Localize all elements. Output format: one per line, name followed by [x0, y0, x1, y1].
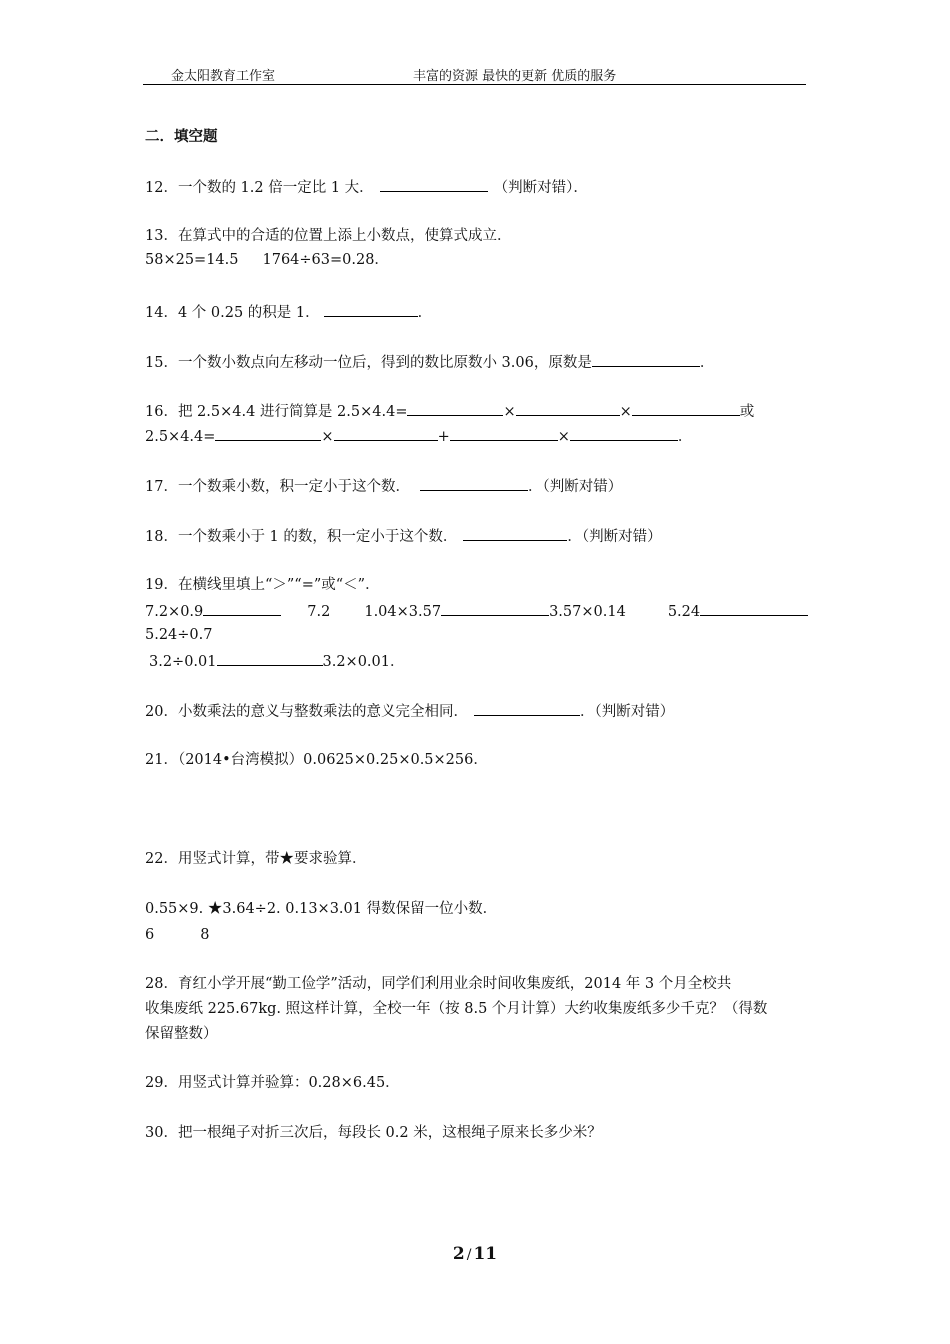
- q12-text: 12．一个数的 1.2 倍一定比 1 大．: [145, 180, 374, 196]
- q15-answer-blank[interactable]: [592, 352, 700, 367]
- q18-suffix: ．（判断对错）: [567, 529, 662, 545]
- q12-suffix: （判断对错）．: [493, 180, 588, 196]
- page-current: 2: [452, 1244, 465, 1264]
- page-header: [143, 64, 806, 85]
- q19-d-blank[interactable]: [217, 651, 323, 666]
- question-22: 22．用竖式计算，带★要求验算．: [145, 851, 367, 867]
- q16-times-2: ×: [619, 404, 632, 420]
- question-30: 30．把一根绳子对折三次后，每段长 0.2 米，这根绳子原来长多少米？: [145, 1125, 602, 1141]
- q15-suffix: ．: [699, 355, 715, 371]
- q19-d-left: 3.2÷0.01: [149, 654, 217, 670]
- q16-blank-7[interactable]: [570, 426, 678, 441]
- q19-b-blank[interactable]: [441, 601, 549, 616]
- q19-c-left: 5.24: [667, 604, 701, 620]
- q16-prefix-2: 2.5×4.4=: [145, 429, 216, 445]
- q16-times-1: ×: [503, 404, 516, 420]
- page-number: [0, 1244, 950, 1264]
- q16-times-4: ×: [557, 429, 570, 445]
- question-21: 21．（2014•台湾模拟）0.0625×0.25×0.5×256．: [145, 752, 488, 768]
- header-left-text: 金太阳教育工作室: [171, 69, 276, 84]
- q17-suffix: ．（判断对错）: [527, 479, 623, 495]
- q19-row-2: 5.24÷0.7: [145, 627, 213, 643]
- q13-expr-2: 1764÷63=0.28．: [262, 252, 389, 268]
- question-16-line-1: [145, 401, 754, 421]
- q19-row-3: [145, 651, 405, 671]
- question-15: [145, 352, 714, 372]
- q16-blank-5[interactable]: [334, 426, 438, 441]
- q14-suffix: ．: [417, 305, 433, 321]
- q16-or: 或: [739, 404, 755, 420]
- q19-d-right: 3.2×0.01．: [322, 654, 405, 670]
- question-28-line-1: 28．育红小学开展“勤工俭学”活动，同学们利用业余时间收集废纸，2014 年 3 个月全校共: [145, 976, 732, 992]
- q13-expr-1: 58×25=14.5: [145, 252, 239, 268]
- q16-end: ．: [677, 429, 693, 445]
- q22-problems: 0.55×9. ★3.64÷2. 0.13×3.01 得数保留一位小数．: [145, 901, 498, 917]
- q19-row-1: [145, 601, 808, 621]
- q19-b-right: 3.57×0.14: [549, 604, 626, 620]
- q14-answer-blank[interactable]: [324, 302, 418, 317]
- q16-prefix-1: 16．把 2.5×4.4 进行简算是 2.5×4.4=: [145, 404, 408, 420]
- q17-text: 17．一个数乘小数，积一定小于这个数．: [145, 479, 410, 495]
- question-12: [145, 177, 588, 197]
- q20-text: 20．小数乘法的意义与整数乘法的意义完全相同．: [145, 704, 468, 720]
- question-19: 19．在横线里填上“＞”“=”或“＜”．: [145, 577, 380, 593]
- section-title: 二．填空题: [145, 128, 218, 145]
- q18-text: 18．一个数乘小于 1 的数，积一定小于这个数．: [145, 529, 458, 545]
- q19-b-left: 1.04×3.57: [364, 604, 442, 620]
- q22-sub-1: 6: [145, 927, 155, 943]
- q14-text: 14．4 个 0.25 的积是 1．: [145, 305, 320, 321]
- q18-answer-blank[interactable]: [463, 526, 567, 541]
- question-16-line-2: [145, 426, 692, 446]
- question-20: [145, 701, 674, 721]
- question-28-line-3: 保留整数）: [145, 1026, 218, 1042]
- q13-expressions: [145, 251, 389, 269]
- q19-a-right: 7.2: [307, 604, 331, 620]
- q19-c-blank[interactable]: [700, 601, 808, 616]
- q16-plus: +: [437, 429, 450, 445]
- q16-blank-2[interactable]: [516, 401, 620, 416]
- q16-blank-6[interactable]: [450, 426, 558, 441]
- header-right-text: 丰富的资源 最快的更新 优质的服务: [413, 69, 617, 84]
- question-28-line-2: 收集废纸 225.67kg. 照这样计算，全校一年（按 8.5 个月计算）大约收集废纸多少千克？（得数: [145, 1001, 768, 1017]
- question-14: [145, 302, 432, 322]
- question-29: 29．用竖式计算并验算：0.28×6.45．: [145, 1075, 400, 1091]
- question-18: [145, 526, 662, 546]
- q17-answer-blank[interactable]: [420, 476, 528, 491]
- q20-answer-blank[interactable]: [474, 701, 580, 716]
- question-13: 13．在算式中的合适的位置上添上小数点，使算式成立．: [145, 228, 512, 244]
- page-separator: /: [466, 1247, 472, 1263]
- q16-times-3: ×: [321, 429, 334, 445]
- q19-a-left: 7.2×0.9: [145, 604, 204, 620]
- q20-suffix: ．（判断对错）: [579, 704, 675, 720]
- q15-text: 15．一个数小数点向左移动一位后，得到的数比原数小 3.06，原数是: [145, 355, 592, 371]
- q16-blank-3[interactable]: [632, 401, 740, 416]
- q16-blank-1[interactable]: [407, 401, 503, 416]
- q16-blank-4[interactable]: [215, 426, 321, 441]
- q22-subscripts: [145, 926, 209, 944]
- q22-sub-2: 8: [200, 927, 210, 943]
- question-17: [145, 476, 622, 496]
- page-total: 11: [473, 1244, 498, 1264]
- q19-a-blank[interactable]: [203, 601, 281, 616]
- q12-answer-blank[interactable]: [380, 177, 488, 192]
